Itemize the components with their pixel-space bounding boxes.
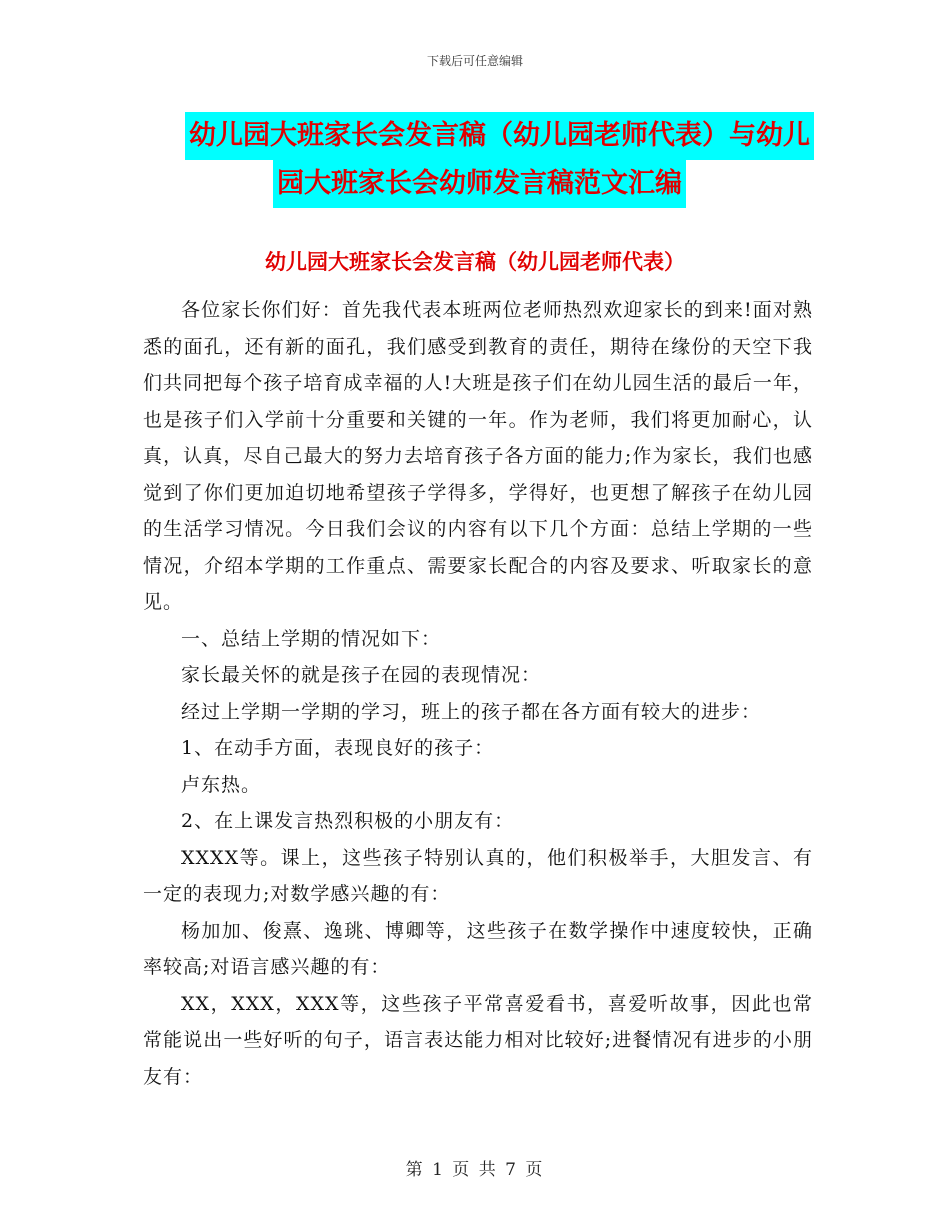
paragraph: XX，XXX，XXX等，这些孩子平常喜爱看书，喜爱听故事，因此也常常能说出一些好听的句子，语言表达能力相对比较好;进餐情况有进步的小朋友有：: [143, 992, 813, 1088]
paragraph: 各位家长你们好：首先我代表本班两位老师热烈欢迎家长的到来!面对熟悉的面孔，还有新的面孔，我们感受到教育的责任，期待在缘份的天空下我们共同把每个孩子培育成幸福的人!大班是孩子们在幼儿园生活的最后一年，也是孩子们入学前十分重要和关键的一年。作为老师，我们将更加耐心，认真，认真，尽自己最大的努力去培育孩子各方面的能力;作为家长，我们也感觉到了你们更加迫切地希望孩子学得多，学得好，也更想了解孩子在幼儿园的生活学习情况。今日我们会议的内容有以下几个方面：总结上学期的一些情况，介绍本学期的工作重点、需要家长配合的内容及要求、听取家长的意见。: [143, 299, 813, 613]
section-title: 幼儿园大班家长会发言稿（幼儿园老师代表）: [265, 250, 685, 274]
page-footer: 第 1 页 共 7 页: [405, 1160, 545, 1180]
document-title-line-1: 幼儿园大班家长会发言稿（幼儿园老师代表）与幼儿: [185, 112, 814, 160]
paragraph: 经过上学期一学期的学习，班上的孩子都在各方面有较大的进步：: [181, 700, 762, 723]
paragraph: 杨加加、俊熹、逸珧、博卿等，这些孩子在数学操作中速度较快，正确率较高;对语言感兴趣的有：: [143, 919, 813, 978]
paragraph: 一、总结上学期的情况如下：: [181, 627, 442, 650]
paragraph: 卢东热。: [181, 773, 262, 796]
document-title-line-2: 园大班家长会幼师发言稿范文汇编: [273, 160, 686, 208]
paragraph: 1、在动手方面，表现良好的孩子：: [181, 737, 495, 759]
paragraph: 家长最关怀的就是孩子在园的表现情况：: [181, 664, 542, 686]
paragraph: 2、在上课发言热烈积极的小朋友有：: [181, 810, 515, 832]
header-note: 下载后可任意编辑: [426, 54, 523, 68]
paragraph: XXXX等。课上，这些孩子特别认真的，他们积极举手，大胆发言、有一定的表现力;对数学感兴趣的有：: [143, 846, 813, 905]
document-body: [143, 292, 813, 1095]
